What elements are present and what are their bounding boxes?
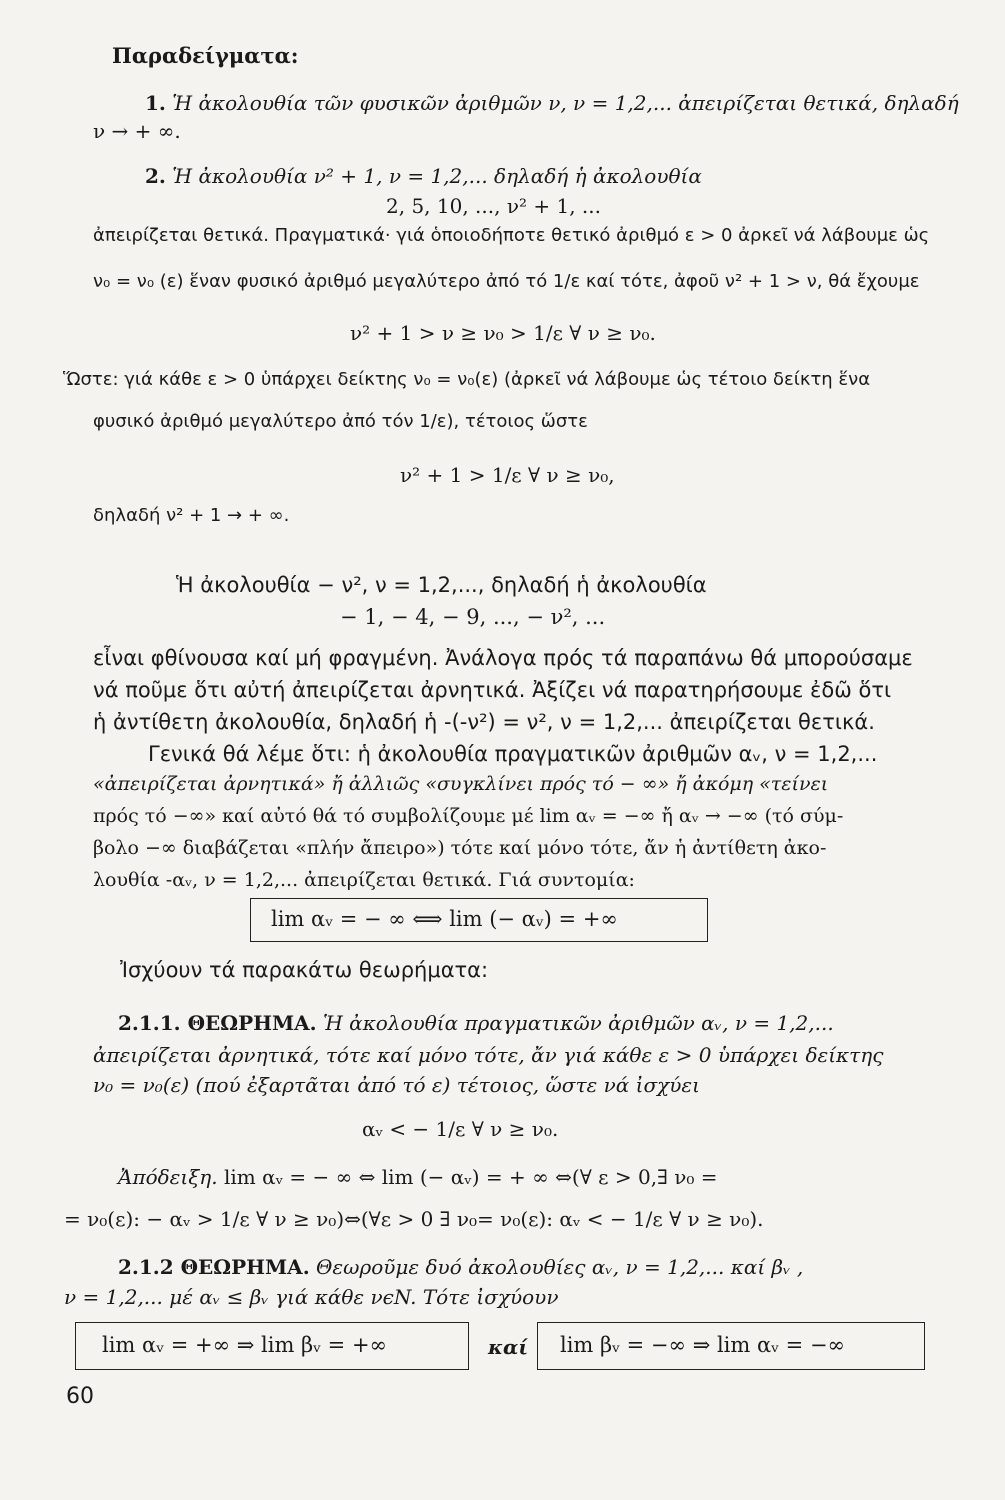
example-1 bbox=[145, 92, 959, 115]
text-line: Ἰσχύουν τά παρακάτω θεωρήματα: bbox=[120, 958, 489, 982]
text-line: Γενικά θά λέμε ὅτι: ἡ ἀκολουθία πραγματικῶν ἀριθμῶν αᵥ, ν = 1,2,... bbox=[148, 742, 878, 766]
text-line: ἡ ἀντίθετη ἀκολουθία, δηλαδή ἡ -(-ν²) = ν², ν = 1,2,... ἀπειρίζεται θετικά. bbox=[93, 710, 875, 734]
text-line: Ἡ ἀκολουθία − ν², ν = 1,2,..., δηλαδή ἡ ἀκολουθία bbox=[176, 573, 707, 597]
example-number: 1. bbox=[145, 91, 166, 115]
text-line: ἀπειρίζεται θετικά. Πραγματικά· γιά ὁποιοδήποτε θετικό ἀριθμό ε > 0 ἀρκεῖ νά λάβουμε ὡς bbox=[93, 225, 930, 246]
proof bbox=[118, 1166, 718, 1189]
text-line: φυσικό ἀριθμό μεγαλύτερο ἀπό τόν 1/ε), τέτοιος ὥστε bbox=[93, 411, 588, 432]
text-line: Ὥστε: γιά κάθε ε > 0 ὑπάρχει δείκτης ν₀ = ν₀(ε) (ἀρκεῖ νά λάβουμε ὡς τέτοιο δείκτη ἕνα bbox=[63, 369, 871, 390]
theorem-text: Θεωροῦμε δυό ἀκολουθίες αᵥ, ν = 1,2,... καί βᵥ , bbox=[316, 1255, 804, 1279]
theorem-label: 2.1.2 ΘΕΩΡΗΜΑ. bbox=[118, 1255, 310, 1279]
proof-label: Ἀπόδειξη. bbox=[118, 1165, 218, 1189]
example-2 bbox=[145, 165, 702, 188]
text-line: = ν₀(ε): − αᵥ > 1/ε ∀ ν ≥ ν₀)⇔(∀ε > 0 ∃ ν₀= ν₀(ε): αᵥ < − 1/ε ∀ ν ≥ ν₀). bbox=[64, 1207, 764, 1231]
display-formula: ν² + 1 > 1/ε ∀ ν ≥ ν₀, bbox=[400, 463, 615, 487]
display-formula: ν² + 1 > ν ≥ ν₀ > 1/ε ∀ ν ≥ ν₀. bbox=[350, 321, 656, 345]
boxed-formula-right bbox=[537, 1322, 925, 1370]
page-number: 60 bbox=[66, 1384, 94, 1409]
section-heading: Παραδείγματα: bbox=[112, 43, 299, 68]
text-line: εἶναι φθίνουσα καί μή φραγμένη. Ἀνάλογα πρός τά παραπάνω θά μπορούσαμε bbox=[93, 646, 913, 670]
text-line: ν₀ = ν₀(ε) (πού ἐξαρτᾶται ἀπό τό ε) τέτοιος, ὥστε νά ἰσχύει bbox=[93, 1073, 700, 1097]
proof-text: lim αᵥ = − ∞ ⇔ lim (− αᵥ) = + ∞ ⇔(∀ ε > 0,∃ ν₀ = bbox=[223, 1165, 718, 1189]
theorem-label: 2.1.1. ΘΕΩΡΗΜΑ. bbox=[118, 1011, 317, 1035]
text-line: ν → + ∞. bbox=[93, 119, 181, 143]
text-line: ἀπειρίζεται ἀρνητικά, τότε καί μόνο τότε, ἄν γιά κάθε ε > 0 ὑπάρχει δείκτης bbox=[93, 1043, 884, 1067]
text-line: βολο −∞ διαβάζεται «πλήν ἄπειρο») τότε καί μόνο τότε, ἄν ἡ ἀντίθετη ἀκο- bbox=[93, 837, 827, 859]
example-text: Ἡ ἀκολουθία ν² + 1, ν = 1,2,... δηλαδή ἡ ἀκολουθία bbox=[172, 164, 702, 188]
sequence-formula: 2, 5, 10, ..., ν² + 1, ... bbox=[386, 194, 601, 218]
boxed-formula-text: lim βᵥ = −∞ ⇒ lim αᵥ = −∞ bbox=[560, 1333, 846, 1357]
text-line: δηλαδή ν² + 1 → + ∞. bbox=[93, 505, 290, 526]
theorem-text: Ἡ ἀκολουθία πραγματικῶν ἀριθμῶν αᵥ, ν = 1,2,... bbox=[322, 1011, 834, 1035]
text-line: πρός τό −∞» καί αὐτό θά τό συμβολίζουμε μέ lim αᵥ = −∞ ἤ αᵥ → −∞ (τό σύμ- bbox=[93, 805, 844, 827]
boxed-formula-text: lim αᵥ = − ∞ ⟺ lim (− αᵥ) = +∞ bbox=[271, 907, 618, 931]
text-line: «ἀπειρίζεται ἀρνητικά» ἤ ἀλλιῶς «συγκλίνει πρός τό − ∞» ἤ ἀκόμη «τείνει bbox=[93, 773, 829, 795]
theorem-2-1-1 bbox=[118, 1012, 834, 1035]
boxed-formula bbox=[250, 898, 708, 942]
conjunction: καί bbox=[488, 1335, 529, 1359]
text-line: λουθία -αᵥ, ν = 1,2,... ἀπειρίζεται θετικά. Γιά συντομία: bbox=[93, 869, 635, 891]
text-line: ν = 1,2,... μέ αᵥ ≤ βᵥ γιά κάθε νϵN. Τότε ἰσχύουν bbox=[64, 1285, 559, 1309]
text-line: ν₀ = ν₀ (ε) ἕναν φυσικό ἀριθμό μεγαλύτερο ἀπό τό 1/ε καί τότε, ἀφοῦ ν² + 1 > ν, θά ἔχουμε bbox=[93, 271, 920, 292]
text-line: νά ποῦμε ὅτι αὐτή ἀπειρίζεται ἀρνητικά. Ἀξίζει νά παρατηρήσουμε ἐδῶ ὅτι bbox=[93, 678, 892, 702]
example-number: 2. bbox=[145, 164, 166, 188]
theorem-2-1-2 bbox=[118, 1256, 803, 1279]
boxed-formula-left bbox=[75, 1322, 469, 1370]
sequence-formula: − 1, − 4, − 9, ..., − ν², ... bbox=[340, 605, 606, 629]
display-formula: αᵥ < − 1/ε ∀ ν ≥ ν₀. bbox=[362, 1117, 559, 1141]
example-text: Ἡ ἀκολουθία τῶν φυσικῶν ἀριθμῶν ν, ν = 1,2,... ἀπειρίζεται θετικά, δηλαδή bbox=[172, 91, 959, 115]
boxed-formula-text: lim αᵥ = +∞ ⇒ lim βᵥ = +∞ bbox=[102, 1333, 388, 1357]
